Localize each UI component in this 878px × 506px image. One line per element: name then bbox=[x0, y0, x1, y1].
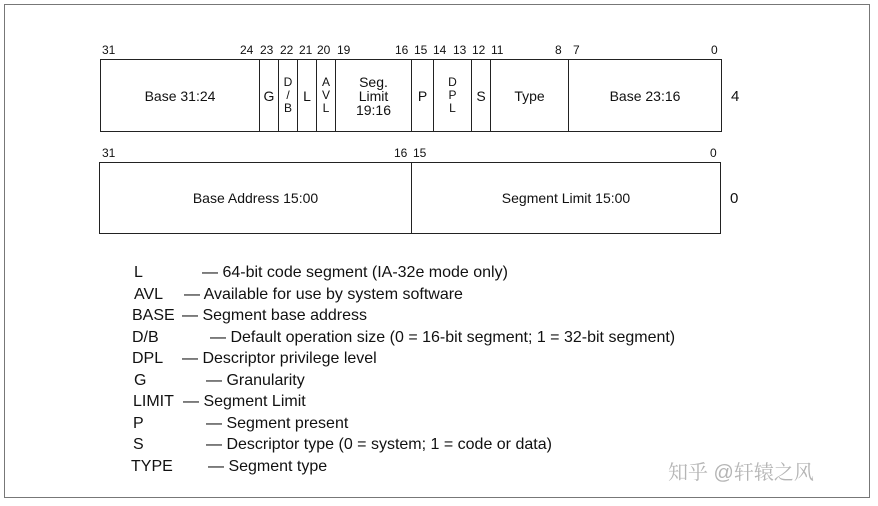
legend-item bbox=[130, 348, 675, 370]
field-line: Limit bbox=[358, 87, 389, 104]
legend-abbr: LIMIT bbox=[133, 393, 174, 410]
bit-number: 19 bbox=[337, 43, 351, 57]
field-base-31-24 bbox=[101, 60, 259, 131]
row-offset-label: 4 bbox=[731, 88, 740, 105]
legend-item bbox=[130, 370, 675, 392]
bit-number: 16 bbox=[394, 146, 408, 160]
field-label: G bbox=[263, 87, 275, 104]
legend-desc: — Descriptor type (0 = system; 1 = code or data) bbox=[206, 436, 552, 453]
bit-number: 0 bbox=[710, 146, 717, 160]
legend-item bbox=[130, 284, 675, 306]
field-db bbox=[278, 60, 297, 131]
field-label: S bbox=[476, 87, 486, 104]
field-p bbox=[411, 60, 433, 131]
legend-desc: — Segment Limit bbox=[183, 393, 306, 410]
legend-abbr: S bbox=[133, 436, 144, 453]
bit-number: 13 bbox=[453, 43, 467, 57]
field-letter: A bbox=[321, 75, 330, 89]
legend-desc: — Default operation size (0 = 16-bit segment; 1 = 32-bit segment) bbox=[210, 328, 676, 346]
legend-abbr: L bbox=[134, 264, 143, 281]
bit-number: 31 bbox=[102, 43, 116, 57]
bit-number: 21 bbox=[299, 43, 313, 57]
bit-number: 0 bbox=[711, 43, 718, 57]
field-line: 19:16 bbox=[355, 101, 392, 118]
bit-number: 24 bbox=[240, 43, 254, 57]
bit-number: 22 bbox=[280, 43, 294, 57]
legend-item bbox=[130, 391, 675, 413]
field-letter: P bbox=[448, 88, 457, 102]
field-seg-limit bbox=[335, 60, 411, 131]
field-label: Base 23:16 bbox=[609, 87, 681, 104]
legend-desc: — Segment present bbox=[206, 414, 349, 432]
legend-desc: — 64-bit code segment (IA-32e mode only) bbox=[202, 264, 508, 281]
legend-item bbox=[130, 327, 675, 349]
legend-abbr: D/B bbox=[132, 328, 159, 346]
legend-desc: — Segment base address bbox=[182, 307, 367, 324]
descriptor-lower-row bbox=[99, 162, 721, 234]
bit-number: 8 bbox=[555, 43, 562, 57]
bit-number: 11 bbox=[491, 43, 504, 57]
row-offset-label: 0 bbox=[730, 190, 739, 207]
field-base-23-16 bbox=[568, 60, 721, 131]
legend-abbr: AVL bbox=[134, 285, 164, 303]
field-letter: L bbox=[449, 101, 456, 115]
bit-number: 31 bbox=[102, 146, 116, 160]
field-segment-limit-15-00 bbox=[411, 163, 720, 233]
legend-abbr: DPL bbox=[132, 350, 164, 367]
legend-desc: — Available for use by system software bbox=[184, 285, 463, 303]
watermark bbox=[668, 456, 814, 485]
legend-abbr: P bbox=[133, 414, 144, 432]
legend-abbr: G bbox=[134, 371, 147, 389]
legend-item bbox=[130, 305, 675, 327]
legend-item bbox=[130, 413, 675, 435]
bit-number: 16 bbox=[395, 43, 409, 57]
bit-number: 12 bbox=[472, 43, 486, 57]
field-label: L bbox=[303, 87, 311, 104]
field-letter: D bbox=[448, 75, 457, 89]
bit-number: 15 bbox=[414, 43, 428, 57]
field-label: P bbox=[417, 87, 428, 104]
bit-number: 7 bbox=[573, 43, 580, 57]
legend-abbr: BASE bbox=[132, 307, 175, 324]
field-l bbox=[297, 60, 316, 131]
descriptor-upper-row bbox=[100, 59, 722, 132]
field-letter: D bbox=[283, 75, 293, 89]
legend-item bbox=[130, 262, 675, 284]
watermark-text: 知乎 @轩辕之风 bbox=[668, 462, 814, 484]
field-line: Seg. bbox=[359, 73, 388, 90]
legend-desc: — Segment type bbox=[208, 457, 328, 475]
field-letter: / bbox=[286, 88, 290, 102]
field-letter: V bbox=[321, 88, 330, 102]
field-label: Type bbox=[514, 87, 545, 104]
bit-number: 20 bbox=[317, 43, 331, 57]
field-type bbox=[490, 60, 568, 131]
field-avl bbox=[316, 60, 335, 131]
field-letter: L bbox=[322, 101, 330, 115]
bit-number: 14 bbox=[433, 43, 447, 57]
field-label: Base Address 15:00 bbox=[192, 190, 319, 206]
legend-item bbox=[130, 434, 675, 456]
legend-desc: — Granularity bbox=[206, 371, 305, 389]
field-base-address-15-00 bbox=[100, 163, 411, 233]
field-g bbox=[259, 60, 278, 131]
legend-abbr: TYPE bbox=[131, 457, 173, 475]
bit-number: 23 bbox=[260, 43, 274, 57]
field-s bbox=[471, 60, 490, 131]
legend-item bbox=[130, 456, 675, 478]
legend bbox=[130, 262, 675, 477]
field-label: Base 31:24 bbox=[144, 87, 216, 104]
legend-desc: — Descriptor privilege level bbox=[182, 350, 377, 367]
bit-number: 15 bbox=[413, 146, 427, 160]
field-label: Segment Limit 15:00 bbox=[501, 190, 631, 206]
field-dpl bbox=[433, 60, 471, 131]
field-letter: B bbox=[283, 101, 292, 115]
